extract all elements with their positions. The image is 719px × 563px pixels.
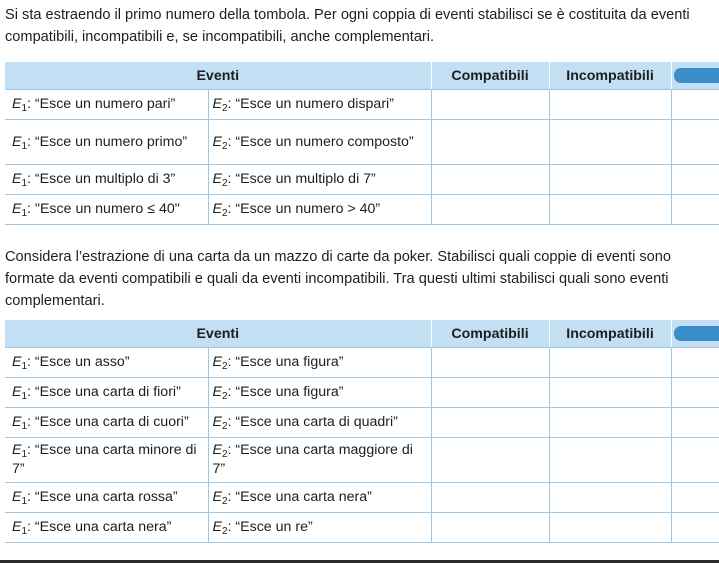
event-1-cell [5, 513, 208, 543]
table-row [5, 90, 719, 120]
event-2-description: “Esce un multiplo di 7” [235, 171, 376, 187]
incompatibili-answer-cell[interactable] [549, 120, 671, 165]
event-1-cell [5, 165, 208, 195]
event-2-subscript: 2 [221, 178, 228, 189]
event-2-symbol: E [212, 414, 222, 430]
compatibili-answer-cell[interactable] [431, 195, 549, 225]
complementari-answer-cell[interactable] [671, 348, 719, 378]
header-incompatibili: Incompatibili [549, 62, 671, 90]
event-2-cell [208, 378, 431, 408]
cut-off-header-badge [674, 326, 719, 341]
separator: : [27, 201, 35, 217]
table-header-row [5, 320, 719, 348]
event-2-cell [208, 120, 431, 165]
separator: : [227, 489, 236, 505]
compatibili-answer-cell[interactable] [431, 378, 549, 408]
event-2-cell [208, 348, 431, 378]
event-1-description: “Esce un asso” [34, 354, 130, 370]
table-row [5, 348, 719, 378]
table-row [5, 513, 719, 543]
complementari-answer-cell[interactable] [671, 195, 719, 225]
separator: : [227, 96, 236, 112]
event-1-symbol: E [12, 201, 22, 217]
event-1-description: “Esce una carta nera” [34, 519, 172, 535]
separator: : [27, 354, 35, 370]
event-1-symbol: E [12, 442, 22, 458]
separator: : [227, 171, 236, 187]
event-2-cell [208, 90, 431, 120]
event-1-subscript: 1 [21, 140, 28, 152]
event-2-description: “Esce un re” [235, 519, 313, 535]
event-1-subscript: 1 [21, 178, 28, 189]
event-1-symbol: E [12, 133, 22, 150]
event-1-description: “Esce un multiplo di 3” [34, 171, 176, 187]
complementari-answer-cell[interactable] [671, 483, 719, 513]
intro-paragraph-1: Si sta estraendo il primo numero della tombola. Per ogni coppia di eventi stabilisci se è costituita da eventi compatibili, incompatibili e, se incompatibili, anche complementari. [5, 7, 690, 45]
complementari-answer-cell[interactable] [671, 408, 719, 438]
incompatibili-answer-cell[interactable] [549, 378, 671, 408]
event-1-cell [5, 408, 208, 438]
incompatibili-answer-cell[interactable] [549, 408, 671, 438]
event-2-subscript: 2 [221, 449, 228, 460]
event-2-description: “Esce un numero composto” [235, 133, 414, 150]
header-eventi: Eventi [5, 320, 431, 348]
table-row [5, 483, 719, 513]
incompatibili-answer-cell[interactable] [549, 483, 671, 513]
separator: : [27, 414, 35, 430]
event-1-symbol: E [12, 414, 22, 430]
event-2-cell [208, 408, 431, 438]
event-1-cell [5, 483, 208, 513]
event-1-cell [5, 195, 208, 225]
complementari-answer-cell[interactable] [671, 120, 719, 165]
event-1-symbol: E [12, 96, 22, 112]
event-2-subscript: 2 [221, 103, 228, 114]
table-header-row [5, 62, 719, 90]
events-table-2 [5, 320, 719, 543]
event-1-cell [5, 378, 208, 408]
separator: : [227, 414, 236, 430]
event-2-subscript: 2 [221, 391, 228, 402]
event-1-subscript: 1 [21, 391, 28, 402]
event-1-subscript: 1 [21, 449, 28, 460]
event-1-symbol: E [12, 489, 22, 505]
cut-off-header-badge [674, 68, 719, 83]
intro-paragraph-2: Considera l’estrazione di una carta da un mazzo di carte da poker. Stabilisci quali coppie di eventi sono formate da eventi compatibili e quali da eventi incompatibili. Tra questi ultimi stabilisci quali sono eventi complementari. [5, 249, 672, 309]
event-2-subscript: 2 [221, 140, 228, 152]
header-incompatibili: Incompatibili [549, 320, 671, 348]
event-1-symbol: E [12, 519, 22, 535]
event-1-description: "Esce un numero ≤ 40" [34, 201, 180, 217]
event-1-symbol: E [12, 171, 22, 187]
event-1-cell [5, 438, 208, 483]
incompatibili-answer-cell[interactable] [549, 348, 671, 378]
events-table-1 [5, 62, 719, 225]
compatibili-answer-cell[interactable] [431, 438, 549, 483]
event-2-symbol: E [212, 201, 222, 217]
event-2-subscript: 2 [221, 208, 228, 219]
separator: : [227, 133, 236, 150]
event-1-cell [5, 348, 208, 378]
event-1-subscript: 1 [21, 526, 28, 537]
event-2-description: “Esce una figura” [235, 384, 344, 400]
event-1-description: “Esce una carta di cuori” [34, 414, 189, 430]
event-2-symbol: E [212, 96, 222, 112]
event-2-description: “Esce una figura” [235, 354, 344, 370]
header-complementari [671, 320, 719, 348]
event-1-subscript: 1 [21, 103, 28, 114]
table-row [5, 408, 719, 438]
event-2-symbol: E [212, 489, 222, 505]
event-2-cell [208, 438, 431, 483]
event-2-cell [208, 483, 431, 513]
complementari-answer-cell[interactable] [671, 378, 719, 408]
event-1-cell [5, 90, 208, 120]
event-1-description: “Esce una carta di fiori” [34, 384, 181, 400]
compatibili-answer-cell[interactable] [431, 90, 549, 120]
compatibili-answer-cell[interactable] [431, 483, 549, 513]
event-2-description: “Esce un numero dispari” [235, 96, 394, 112]
compatibili-answer-cell[interactable] [431, 513, 549, 543]
header-compatibili: Compatibili [431, 320, 549, 348]
event-1-description: “Esce una carta minore di 7” [12, 442, 197, 477]
event-1-symbol: E [12, 384, 22, 400]
events-table-2-body [5, 348, 719, 543]
compatibili-answer-cell[interactable] [431, 408, 549, 438]
event-1-description: “Esce un numero pari” [34, 96, 176, 112]
event-2-cell [208, 195, 431, 225]
event-1-description: “Esce una carta rossa” [34, 489, 178, 505]
event-1-subscript: 1 [21, 421, 28, 432]
header-compatibili: Compatibili [431, 62, 549, 90]
incompatibili-answer-cell[interactable] [549, 438, 671, 483]
compatibili-answer-cell[interactable] [431, 120, 549, 165]
event-1-symbol: E [12, 354, 22, 370]
header-eventi: Eventi [5, 62, 431, 90]
event-2-subscript: 2 [221, 421, 228, 432]
separator: : [27, 133, 35, 150]
separator: : [27, 519, 35, 535]
complementari-answer-cell[interactable] [671, 165, 719, 195]
separator: : [227, 519, 236, 535]
event-1-description: “Esce un numero primo” [34, 133, 188, 150]
event-2-cell [208, 513, 431, 543]
table-row [5, 378, 719, 408]
event-2-subscript: 2 [221, 496, 228, 507]
event-1-subscript: 1 [21, 361, 28, 372]
header-complementari [671, 62, 719, 90]
event-2-description: “Esce una carta maggiore di 7” [212, 442, 413, 477]
table-row [5, 120, 719, 165]
incompatibili-answer-cell[interactable] [549, 195, 671, 225]
event-2-symbol: E [212, 133, 222, 150]
compatibili-answer-cell[interactable] [431, 165, 549, 195]
event-2-subscript: 2 [221, 526, 228, 537]
event-2-cell [208, 165, 431, 195]
separator: : [27, 489, 35, 505]
incompatibili-answer-cell[interactable] [549, 90, 671, 120]
separator: : [227, 442, 236, 458]
incompatibili-answer-cell[interactable] [549, 513, 671, 543]
table-row [5, 438, 719, 483]
complementari-answer-cell[interactable] [671, 90, 719, 120]
event-1-subscript: 1 [21, 208, 28, 219]
complementari-answer-cell[interactable] [671, 513, 719, 543]
event-2-symbol: E [212, 171, 222, 187]
separator: : [27, 96, 35, 112]
event-2-subscript: 2 [221, 361, 228, 372]
separator: : [227, 354, 236, 370]
incompatibili-answer-cell[interactable] [549, 165, 671, 195]
events-table-1-body [5, 90, 719, 225]
event-2-symbol: E [212, 354, 222, 370]
separator: : [27, 384, 35, 400]
event-2-symbol: E [212, 384, 222, 400]
separator: : [27, 171, 35, 187]
event-2-description: “Esce un numero > 40” [235, 201, 381, 217]
separator: : [27, 442, 35, 458]
separator: : [227, 384, 236, 400]
event-1-cell [5, 120, 208, 165]
table-row [5, 165, 719, 195]
compatibili-answer-cell[interactable] [431, 348, 549, 378]
event-2-description: “Esce una carta di quadri” [235, 414, 398, 430]
event-2-description: “Esce una carta nera” [235, 489, 372, 505]
complementari-answer-cell[interactable] [671, 438, 719, 483]
table-row [5, 195, 719, 225]
event-2-symbol: E [212, 519, 222, 535]
separator: : [227, 201, 236, 217]
event-2-symbol: E [212, 442, 222, 458]
event-1-subscript: 1 [21, 496, 28, 507]
